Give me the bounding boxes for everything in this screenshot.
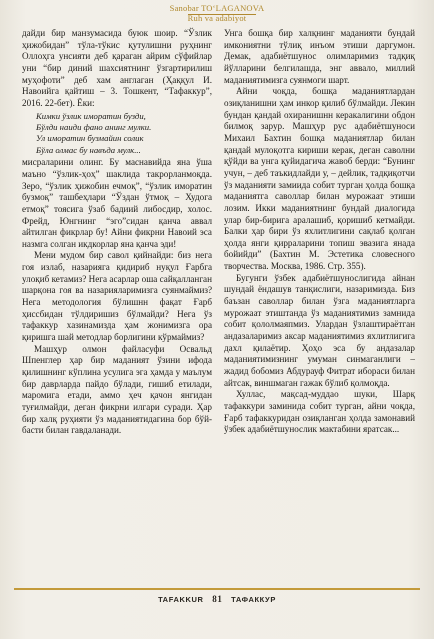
- right-column: [224, 28, 415, 436]
- right-paragraph-1: Унга бошқа бир халқнинг маданияти бундай имкониятни тўлиқ инъом этиши даргумон. Демак, адабиётшунос олимларимиз тадқиқ йўлларини белгилашда, энг аввало, миллий маданиятимизга суянмоги шарт.: [224, 28, 415, 85]
- running-header: [0, 4, 434, 23]
- left-column: [22, 28, 212, 437]
- footer-left-label: TAFAKKUR: [158, 595, 204, 604]
- footer-right-label: ТАФАККУР: [231, 595, 276, 604]
- page-number: 81: [212, 594, 223, 604]
- footer-rule: [14, 588, 420, 590]
- verse-line: Бўлди наиди фано анинг мулки.: [36, 122, 152, 132]
- header-subtitle: Ruh va adabiyot: [187, 12, 247, 23]
- header-author: Sanobar TO‘LAGANOVA: [169, 3, 265, 13]
- page-footer: [0, 594, 434, 604]
- left-paragraph-3: Мени мудом бир савол қийнайди: биз нега гоя излаб, назарияга қидириб нуқул Ғарбга улоқиб кетамиз? Нега асарлар оша сайқалланган шарқона гоя ва назарияларимизга суянмаймиз? Нега методология бўлишнн фақат Ғарб ҳиссбидан тўлдиришиз бўлмайди? Нега ўз тафаккур хазинамизда ҳам жонимизга ора қиришга шай методлар борлигини кўрмаймиз?: [22, 250, 212, 343]
- right-paragraph-4: Хуллас, мақсад-муддао шуки, Шарқ тафаккури заминида собит турган, айни чоқда, Ғарб тафаккуридан озиқланган ҳолда замонавий ўзбек адабиётшунослик мактабини яратсак...: [224, 389, 415, 435]
- verse-line: Ул иморатин бузмайин солик: [36, 133, 144, 144]
- right-paragraph-2: Айни чоқда, бошқа маданиятлардан озиқланишни ҳам инкор қилиб бўлмайди. Лекин бундан қандай охиранишнн керакалигини обдон билмоқ зарур. Машҳур рус адабиётшуноси Михаил Бахтин бошқа маданиятлар билан қандай мулоқотга кириши керак, деган саволни қўйди ва унга қуйидагича жавоб берди: “Бунинг учун, – деб таъкидлайди у, – дейлик, тадқиқотчи ўз маданияти замиида собит турган ҳолда бошқа маданиятга саволлар билан мурожаат этиши лозим. Икки маданиятнинг бундай диалогида улар бир-бирига аралашиб, қоришиб кетмайди. Балки ҳар бири ўз яхлитлигини сақлаб қолган ҳолда янги қирраларини топиш эвазига янада бойийди” (Бахтин М. Эстетика словесного творчества. Москва, 1986. Стр. 355).: [224, 86, 415, 272]
- left-paragraph-2: мисраларини олинг. Бу маснавийда яна ўша маъно “ўзлик-ҳоҳ” шаклида такрорланмоқда. Зеро, “ўзлик ҳижобин ечмоқ”, “ўзлик иморатин бузмоқ” ташбеҳлари “Ўздан ўтмоқ – Худога етмоқ” тоясига ўзаб бадиий либосдир, холос. Фрейд, Юнгнинг “эго”сидан қанча аввал айтилган фикрлар бу! Айни фикрни Навоий эса назмга солган икдкорлар яна қанча эди!: [22, 157, 212, 249]
- header-rule: [188, 14, 256, 15]
- left-paragraph-4: Машҳур олмон файласуфи Освальд Шпенглер ҳар бир маданият ўзини ифода қилишнинг кўплина усулига эга ҳамда у маълум бир даврларда пайдо бўлади, гишиб етилади, маромига етади, аммо ҳеч қачон янгидан туғилмайди, деган фикрни илгари суради. Ҳар бир халқ руҳияти ўз маданиятидагина бор бўй-басти билан гавдаланади.: [22, 343, 212, 436]
- right-paragraph-3: Бугунги ўзбек адабиётшунослигида айнан шундай ёндашув танқислиги, назаримизда. Биз баъзан саволлар билан ўзга маданиятларга мурожаат этиштанда ўз маданиятимиз замнида собит қололмаяпмиз. Улардан ўзлаштираётган андазаларимиз аксар маданиятимиз яхлитлигига дахл қилаётир. Ҳоҳо эса бу андазалар маданиятимизнинг умуман синмаганлиги – жадид бобомиз Абдурауф Фитрат ибораси билан айтсак, виншмаган гажак бўлиб қолмоқда.: [224, 272, 415, 388]
- verse-line: Кимки ўзлик иморатин бузди,: [36, 110, 146, 121]
- verse-block: [22, 111, 212, 157]
- left-paragraph-1: дайди бир манзумасида буюк шоир. “Ўзлик ҳижобидан” тўла-тўкис қутулишни руҳнинг Оллоҳга унсияти деб қараган айрим сўфийлар уни “бир диний шахсиятнинг ўзгартирилиш муҳофоти” деб хам англаган (Ҳаққул И. Навоийга қайтиш – 3. Тошкент, “Тафаккур”, 2016. 22-бет). Ёки:: [22, 28, 212, 108]
- verse-line: Бўла олмас бу навъда мулк...: [36, 144, 141, 155]
